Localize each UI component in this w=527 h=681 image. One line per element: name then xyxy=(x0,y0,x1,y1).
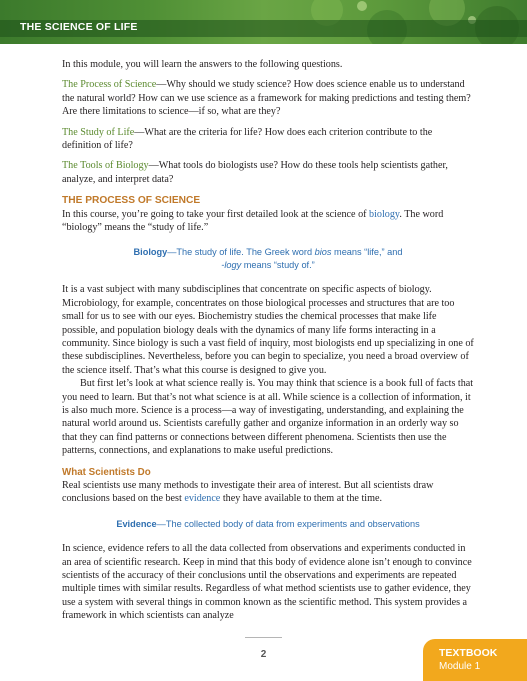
question-item xyxy=(62,126,474,153)
question-term: The Study of Life xyxy=(62,126,135,138)
section-heading: THE PROCESS OF SCIENCE xyxy=(62,195,201,207)
page-number: 2 xyxy=(260,649,267,660)
glossary-link-biology[interactable]: biology xyxy=(369,208,400,220)
question-item xyxy=(62,159,474,186)
module-label: Module 1 xyxy=(439,661,481,672)
definition-word: bios xyxy=(314,247,332,258)
question-item xyxy=(62,78,474,118)
definition-term: Biology xyxy=(133,247,168,258)
question-text: —Why should we study science? How does science enable us to understand the natural world? How can we use science as a framework for making predictions and testing them? Are there limitations to science—if so, what are they? xyxy=(62,79,471,118)
lead-text: they have available to them at the time. xyxy=(220,493,382,505)
body-paragraph: It is a vast subject with many subdisciplines that concentrate on specific aspects of biology. Microbiology, for example, concentrates on those biological processes and structures that are too small for us to see with our eyes. Biochemistry studies the chemical processes that make life possible, and population biology deals with the dynamics of many life forms interacting in a community. Since biology is such a vast field of inquiry, most biologists end up specializing in one of these subdisciplines. Nevertheless, before you can begin to specialize, you need a broad overview of the science itself. That’s what this course is designed to give you. xyxy=(62,284,474,376)
definition-text: —The study of life. The Greek word xyxy=(167,247,315,258)
header-banner xyxy=(0,0,527,44)
question-term: The Tools of Biology xyxy=(62,160,149,172)
page-content xyxy=(62,58,474,623)
question-text: —What tools do biologists use? How do these tools help scientists gather, analyze, and interpret data? xyxy=(62,160,448,185)
body-paragraph: But first let’s look at what science really is. You may think that science is a book full of facts that you need to learn. But that’s not what science is at all. While science is a collection of information, it is also much more. Science is a process—a way of investigating, understanding, and explaining the natural world around us. Scientists carefully gather and organize information in an orderly way so that they can find patterns or connections between different phenomena. Scientists then use the patterns, connections, and explanations to make useful predictions. xyxy=(62,378,474,457)
definition-text: means “life,” and xyxy=(331,247,403,258)
definition-word: -logy xyxy=(221,259,242,270)
textbook-tab xyxy=(423,639,527,681)
body-paragraph: In science, evidence refers to all the data collected from observations and experiments conducted in an area of scientific research. Keep in mind that this body of evidence alone isn’t enough to convince scientists of the accuracy of their conclusions until the observations and experiments are repeated multiple times with similar results. Regardless of what method scientists use to gather evidence, they use a system with several things in common known as the scientific method. This system provides a framework in which scientists can analyze xyxy=(62,543,472,622)
section-lead xyxy=(62,479,474,506)
definition-text: —The collected body of data from experiments and observations xyxy=(156,518,420,529)
footer-divider xyxy=(245,637,282,638)
definition-term: Evidence xyxy=(116,518,157,529)
section-lead xyxy=(62,208,474,235)
definition-text: means “study of.” xyxy=(241,259,315,270)
lead-text: In this course, you’re going to take your first detailed look at the science of xyxy=(62,208,370,220)
header-title: THE SCIENCE OF LIFE xyxy=(20,21,138,33)
glossary-link-evidence[interactable]: evidence xyxy=(184,493,221,505)
lead-text: Real scientists use many methods to investigate their area of interest. But all scientists draw conclusions based on the best xyxy=(62,479,434,505)
question-text: —What are the criteria for life? How does each criterion contribute to the definition of life? xyxy=(62,126,433,152)
definition-biology xyxy=(62,246,474,271)
definition-evidence xyxy=(62,518,474,530)
textbook-label: TEXTBOOK xyxy=(439,647,498,659)
question-term: The Process of Science xyxy=(62,79,157,91)
intro-text: In this module, you will learn the answers to the following questions. xyxy=(62,59,343,70)
subsection-heading: What Scientists Do xyxy=(62,466,151,478)
lead-text: . The word “biology” means the “study of life.” xyxy=(62,208,444,234)
